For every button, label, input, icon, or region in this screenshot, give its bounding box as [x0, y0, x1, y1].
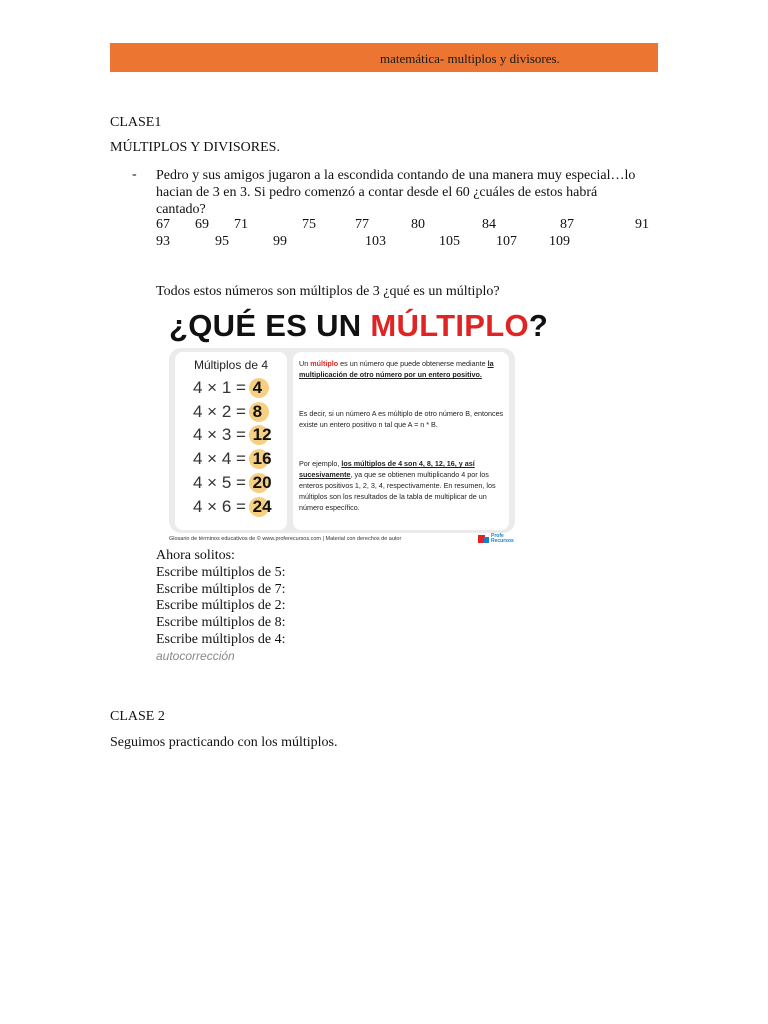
row-result: 24: [252, 497, 272, 516]
clase2-text: Seguimos practicando con los múltiplos.: [110, 735, 338, 750]
exercise-item: Escribe múltiplos de 5:: [156, 564, 286, 580]
header-title: matemática- multiplos y divisores.: [380, 51, 560, 66]
exercise-item: Escribe múltiplos de 7:: [156, 581, 286, 597]
row-result: 20: [252, 473, 272, 492]
number-item: 80: [411, 217, 425, 232]
clase1-label: CLASE1: [110, 115, 162, 130]
number-item: 109: [549, 234, 570, 249]
multiple-row: [193, 425, 274, 445]
number-item: 103: [365, 234, 386, 249]
number-item: 105: [439, 234, 460, 249]
exercise-intro: Ahora solitos:: [156, 548, 235, 563]
number-item: 99: [273, 234, 287, 249]
number-item: 69: [195, 217, 209, 232]
definition-paragraph: [299, 358, 505, 380]
exercise-item: Escribe múltiplos de 8:: [156, 615, 286, 631]
row-expression: 4 × 4 =: [193, 449, 251, 468]
number-item: 71: [234, 217, 248, 232]
text-run: es un número que puede obtenerse mediante: [338, 359, 488, 368]
definition-panel: [293, 352, 509, 530]
number-item: 77: [355, 217, 369, 232]
profe-recursos-logo: [478, 534, 516, 545]
title-prefix: ¿QUÉ ES UN: [169, 308, 371, 343]
number-item: 93: [156, 234, 170, 249]
example-paragraph: [299, 458, 505, 513]
multiple-row: [193, 449, 274, 469]
row-expression: 4 × 3 =: [193, 425, 251, 444]
number-item: 107: [496, 234, 517, 249]
highlight-word: múltiplo: [310, 359, 339, 368]
multiples-table-title: Múltiplos de 4: [193, 358, 269, 372]
problem-paragraph: Pedro y sus amigos jugaron a la escondida contando de una manera muy especial…lo hacian de 3 en 3. Si pedro comenzó a contar desde el 60 ¿cuáles de estos habrá cantado?: [156, 168, 636, 217]
infographic-footer: Glosario de términos educativos de © www.proferecursos.com | Material con derechos de autor: [169, 536, 402, 542]
number-item: 75: [302, 217, 316, 232]
multiples-table-panel: [175, 352, 287, 530]
multiple-row: [193, 378, 264, 398]
bold-text: los múltiplos de 4 son 4, 8, 12, 16, y así sucesivamente: [299, 459, 475, 479]
question-text: Todos estos números son múltiplos de 3 ¿qué es un múltiplo?: [156, 284, 500, 299]
number-item: 95: [215, 234, 229, 249]
autocorreccion-link[interactable]: autocorrección: [156, 649, 235, 663]
text-run: Un: [299, 359, 311, 368]
logo-square-blue: [484, 537, 489, 543]
exercise-item: Escribe múltiplos de 2:: [156, 598, 286, 614]
number-item: 91: [635, 217, 649, 232]
explanation-paragraph: Es decir, si un número A es múltiplo de otro número B, entonces existe un entero positivo n tal que A = n * B.: [299, 409, 504, 429]
text-run: Por ejemplo,: [299, 459, 342, 468]
multiple-row: [193, 473, 274, 493]
row-result: 4: [252, 378, 263, 397]
row-expression: 4 × 5 =: [193, 473, 251, 492]
multiple-row: [193, 402, 264, 422]
multiple-row: [193, 497, 274, 517]
clase1-heading: MÚLTIPLOS Y DIVISORES.: [110, 140, 280, 155]
row-result: 8: [252, 402, 263, 421]
exercise-item: Escribe múltiplos de 4:: [156, 631, 286, 647]
clase2-label: CLASE 2: [110, 709, 165, 724]
exercise-list: [156, 548, 285, 649]
header-bar: [110, 43, 658, 72]
row-result: 12: [252, 425, 272, 444]
title-highlight: MÚLTIPLO: [370, 308, 529, 343]
row-expression: 4 × 1 =: [193, 378, 251, 397]
infographic-card: [169, 348, 515, 533]
row-expression: 4 × 2 =: [193, 402, 251, 421]
title-suffix: ?: [528, 308, 549, 343]
number-item: 84: [482, 217, 496, 232]
bullet-dash: -: [132, 167, 137, 182]
bold-text: la multiplicación de otro número por un entero positivo.: [299, 359, 494, 379]
number-item: 87: [560, 217, 574, 232]
logo-text: Profe Recursos: [491, 533, 514, 544]
text-run: , ya que se obtienen multiplicando 4 por los enteros positivos 1, 2, 3, 4, respectivamente. En resumen, los múltiplos son los resultados de la tabla de multiplicar de un número específico.: [299, 470, 496, 512]
row-expression: 4 × 6 =: [193, 497, 251, 516]
multiplo-infographic: [167, 306, 549, 548]
row-result: 16: [252, 449, 272, 468]
infographic-title: [169, 308, 548, 346]
number-item: 67: [156, 217, 170, 232]
